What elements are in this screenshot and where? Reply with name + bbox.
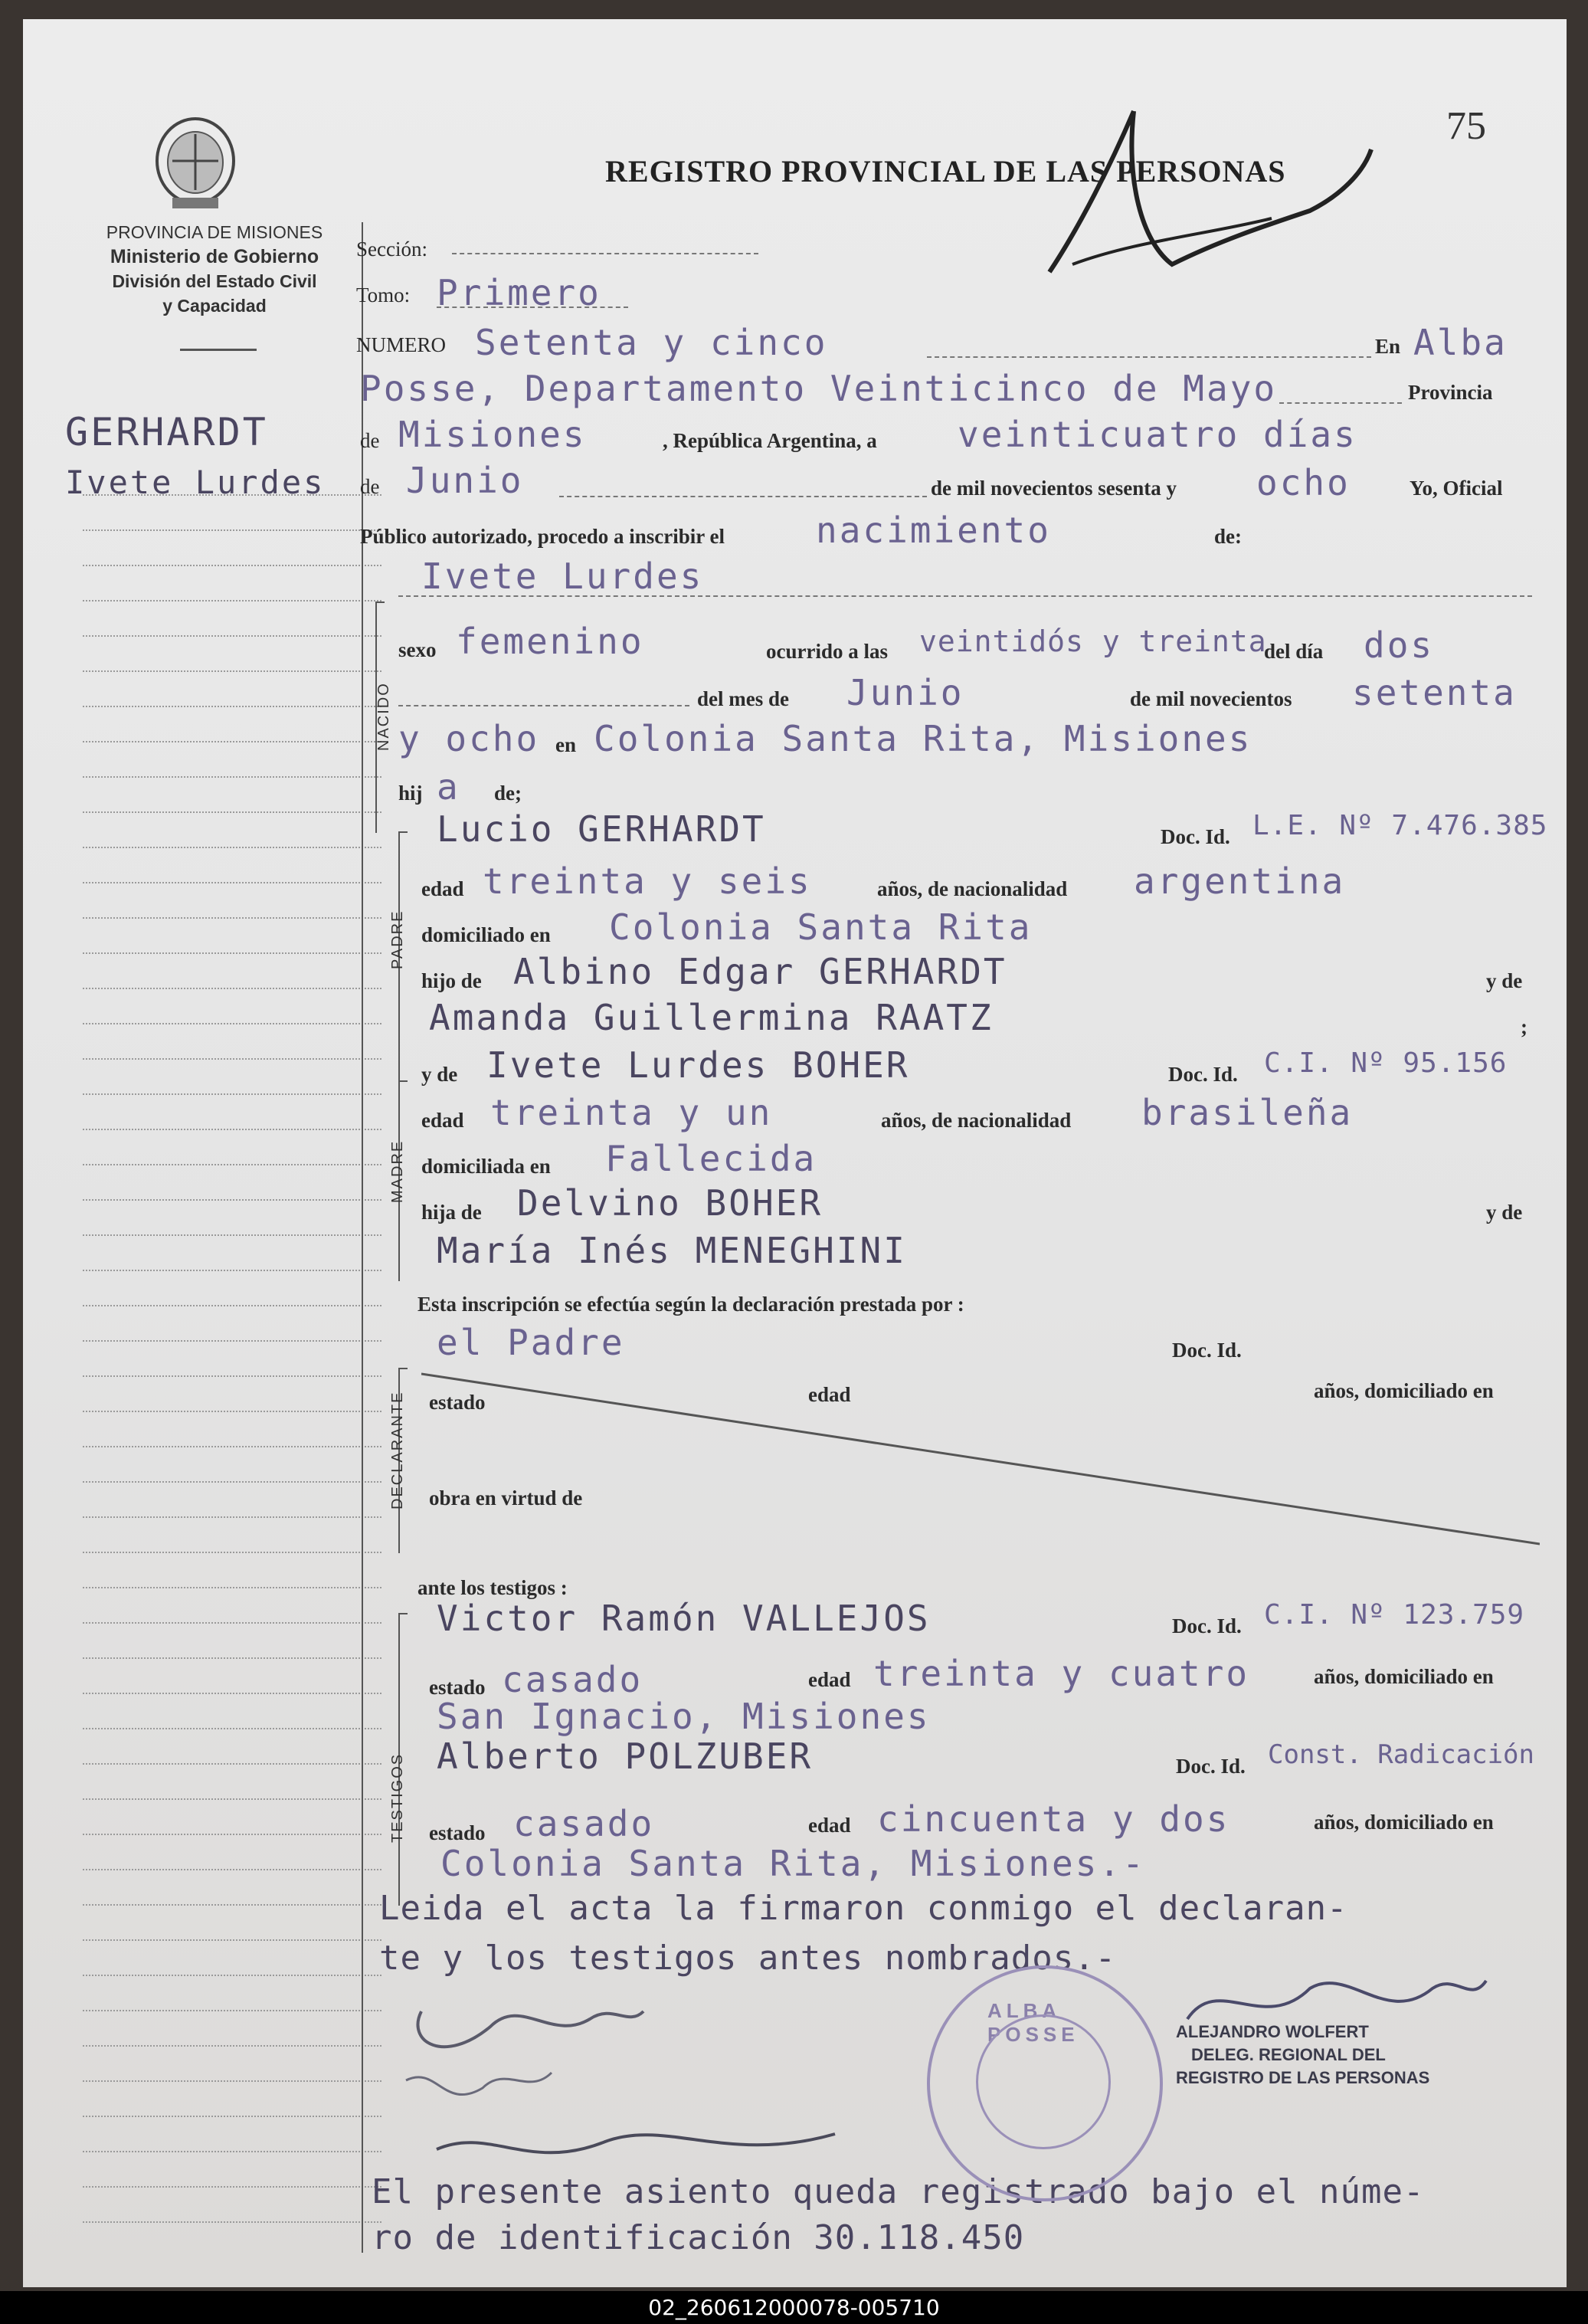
edad-label-1: edad xyxy=(421,877,464,900)
nacido-label: NACIDO xyxy=(375,682,392,751)
estado-label-1: estado xyxy=(429,1391,486,1414)
edad-label-5: edad xyxy=(808,1814,851,1837)
margin-rule-line xyxy=(83,670,381,672)
hij-suffix: a xyxy=(437,766,460,808)
margin-rule-line xyxy=(83,1023,381,1024)
margin-rule-line xyxy=(83,1446,381,1447)
witness1-doc: C.I. Nº 123.759 xyxy=(1264,1599,1525,1631)
doc-id-label-4: Doc. Id. xyxy=(1172,1614,1242,1637)
mother-doc: C.I. Nº 95.156 xyxy=(1264,1047,1508,1079)
margin-rule-line xyxy=(83,1234,381,1236)
anos-dom-label-3: años, domiciliado en xyxy=(1314,1811,1494,1834)
birth-year-value-2: y ocho xyxy=(398,718,540,759)
margin-rule-line xyxy=(83,1904,381,1906)
margin-rule-line xyxy=(83,847,381,848)
margin-rule-line xyxy=(83,1375,381,1377)
stamp-name: ALEJANDRO WOLFERT xyxy=(1176,2022,1369,2041)
margin-rule-line xyxy=(83,811,381,813)
domiciliada-label: domiciliada en xyxy=(421,1155,551,1178)
mother-father: Delvino BOHER xyxy=(517,1182,823,1224)
signatures-group xyxy=(375,1981,912,2180)
margin-rule-line xyxy=(83,1411,381,1412)
month-value: Junio xyxy=(406,460,524,501)
margin-rule-line xyxy=(83,1622,381,1624)
margin-rule-line xyxy=(83,1199,381,1201)
birth-month-value: Junio xyxy=(846,672,964,713)
semicolon-label: ; xyxy=(1521,1015,1527,1038)
margin-rule-line xyxy=(83,1305,381,1306)
register-page xyxy=(23,19,1567,2287)
year-value: ocho xyxy=(1256,462,1351,503)
hour-value: veintidós y treinta xyxy=(919,624,1267,658)
days-value: veinticuatro días xyxy=(958,414,1357,455)
republica-label: , República Argentina, a xyxy=(663,429,877,452)
closing-line-3: El presente asiento queda registrado bajo el núme- xyxy=(372,2172,1425,2211)
publico-label: Público autorizado, procedo a inscribir el xyxy=(360,525,725,548)
declarant-value: el Padre xyxy=(437,1322,625,1363)
father-father: Albino Edgar GERHARDT xyxy=(513,951,1007,992)
anos-dom-label-2: años, domiciliado en xyxy=(1314,1665,1494,1688)
de-colon-label: de: xyxy=(1214,525,1242,548)
del-mes-label: del mes de xyxy=(697,687,789,710)
witness1-status: casado xyxy=(502,1659,643,1700)
margin-rule-line xyxy=(83,741,381,742)
father-age: treinta y seis xyxy=(483,860,812,902)
margin-rule-line xyxy=(83,2010,381,2011)
margin-rule-line xyxy=(83,776,381,778)
witness2-age: cincuenta y dos xyxy=(877,1798,1230,1840)
margin-rule-line xyxy=(83,988,381,989)
margin-rule-line xyxy=(83,917,381,919)
margin-column xyxy=(52,50,362,2272)
margin-rule-line xyxy=(83,1763,381,1765)
witness2-status: casado xyxy=(513,1803,655,1844)
act-value: nacimiento xyxy=(816,510,1051,551)
official-seal xyxy=(927,1965,1163,2201)
seal-text: ALBA POSSE xyxy=(987,1999,1079,2046)
father-domicile: Colonia Santa Rita xyxy=(609,906,1033,948)
margin-rule-line xyxy=(83,1093,381,1095)
stamp-role-1: DELEG. REGIONAL DEL xyxy=(1191,2045,1386,2064)
mother-domicile: Fallecida xyxy=(605,1138,817,1179)
estado-label-3: estado xyxy=(429,1821,486,1844)
father-doc: L.E. Nº 7.476.385 xyxy=(1252,810,1548,841)
madre-label: MADRE xyxy=(389,1139,406,1203)
margin-rule-line xyxy=(83,1693,381,1694)
witness2-name: Alberto POLZUBER xyxy=(437,1736,814,1777)
witness2-domicile: Colonia Santa Rita, Misiones.- xyxy=(440,1843,1146,1884)
closing-line-4: ro de identificación 30.118.450 xyxy=(372,2218,1025,2257)
en-label: En xyxy=(1375,335,1401,358)
margin-rule-line xyxy=(83,882,381,883)
margin-rule-line xyxy=(83,1129,381,1130)
domiciliado-label: domiciliado en xyxy=(421,923,551,946)
margin-rule-line xyxy=(83,2151,381,2152)
ministry-label: Ministerio de Gobierno xyxy=(110,246,319,267)
margin-rule-line xyxy=(83,1728,381,1729)
father-nationality: argentina xyxy=(1134,860,1346,902)
de-label-1: de xyxy=(360,429,380,452)
anos-dom-label-1: años, domiciliado en xyxy=(1314,1379,1494,1402)
page-number: 75 xyxy=(1446,104,1486,148)
en-value: Alba xyxy=(1413,322,1508,363)
declarante-label: DECLARANTE xyxy=(389,1391,406,1509)
tomo-label: Tomo: xyxy=(356,284,411,306)
doc-id-label-5: Doc. Id. xyxy=(1176,1755,1246,1778)
margin-rule-line xyxy=(83,2221,381,2223)
margin-rule-line xyxy=(83,635,381,637)
obra-label: obra en virtud de xyxy=(429,1487,583,1509)
hijo-de-label: hijo de xyxy=(421,969,482,992)
edad-label-4: edad xyxy=(808,1668,851,1691)
del-dia-label: del día xyxy=(1264,640,1324,663)
seccion-label: Sección: xyxy=(356,238,427,261)
de-semicolon-label: de; xyxy=(494,782,522,805)
numero-label: NUMERO xyxy=(356,333,447,356)
doc-id-label-3: Doc. Id. xyxy=(1172,1339,1242,1362)
hija-de-label: hija de xyxy=(421,1201,482,1224)
capacity-label: y Capacidad xyxy=(162,296,267,316)
margin-rule-line xyxy=(83,1939,381,1941)
margin-rule-line xyxy=(83,2116,381,2117)
province-value: Misiones xyxy=(398,414,587,455)
estado-label-2: estado xyxy=(429,1676,486,1699)
margin-names: Ivete Lurdes xyxy=(65,464,326,501)
province-label: PROVINCIA DE MISIONES xyxy=(106,222,323,242)
margin-rule-line xyxy=(83,1975,381,1976)
mother-nationality: brasileña xyxy=(1141,1092,1354,1133)
margin-rule-line xyxy=(83,1869,381,1870)
margin-rule-line xyxy=(83,565,381,566)
margin-rule-line xyxy=(83,1552,381,1553)
closing-line-1: Leida el acta la firmaron conmigo el declaran- xyxy=(379,1889,1348,1928)
cancel-diagonal-line xyxy=(421,1368,1540,1552)
doc-id-label-2: Doc. Id. xyxy=(1168,1063,1238,1086)
yo-oficial-label: Yo, Oficial xyxy=(1410,477,1503,500)
witness1-age: treinta y cuatro xyxy=(873,1653,1250,1694)
division-label: División del Estado Civil xyxy=(112,271,317,291)
margin-rule-line xyxy=(83,1481,381,1483)
margin-rule-line xyxy=(83,1270,381,1271)
testigos-label: TESTIGOS xyxy=(389,1752,406,1843)
margin-rule-line xyxy=(83,1587,381,1588)
margin-rule-line xyxy=(83,2045,381,2047)
place-value: Posse, Departamento Veinticinco de Mayo xyxy=(360,368,1278,409)
inscripcion-label: Esta inscripción se efectúa según la declaración prestada por : xyxy=(417,1293,964,1316)
de-mil-nov-label: de mil novecientos xyxy=(1130,687,1292,710)
anos-nac-label-2: años, de nacionalidad xyxy=(881,1109,1072,1132)
margin-rule-line xyxy=(83,2080,381,2082)
margin-rule-line xyxy=(83,1798,381,1800)
anos-nac-label-1: años, de nacionalidad xyxy=(877,877,1068,900)
margin-rule-line xyxy=(83,2186,381,2188)
sex-value: femenino xyxy=(456,621,644,662)
edad-label-2: edad xyxy=(421,1109,464,1132)
file-id-footer: 02_260612000078-005710 xyxy=(0,2291,1588,2324)
ante-label: ante los testigos : xyxy=(417,1576,568,1599)
document-title: REGISTRO PROVINCIAL DE LAS PERSONAS xyxy=(605,154,1286,188)
margin-rule-line xyxy=(83,1657,381,1659)
en-lower-label: en xyxy=(555,733,576,756)
witness1-name: Victor Ramón VALLEJOS xyxy=(437,1598,931,1639)
numero-value: Setenta y cinco xyxy=(475,322,828,363)
edad-label-3: edad xyxy=(808,1383,851,1406)
de-mil-label: de mil novecientos sesenta y xyxy=(931,477,1177,500)
y-de-label-1: y de xyxy=(1486,969,1523,992)
sexo-label: sexo xyxy=(398,638,437,661)
official-signature xyxy=(1019,88,1387,303)
margin-rule-line xyxy=(83,952,381,954)
mother-mother: María Inés MENEGHINI xyxy=(437,1230,907,1271)
hij-label: hij xyxy=(398,782,423,805)
witness2-doc: Const. Radicación xyxy=(1268,1739,1534,1770)
child-name: Ivete Lurdes xyxy=(421,556,704,597)
margin-rule-line xyxy=(83,1164,381,1165)
de-label-2: de xyxy=(360,475,380,498)
closing-line-2: te y los testigos antes nombrados.- xyxy=(379,1939,1117,1978)
ocurrido-label: ocurrido a las xyxy=(766,640,888,663)
birth-year-value: setenta xyxy=(1352,672,1517,713)
margin-rule-line xyxy=(83,600,381,601)
mother-age: treinta y un xyxy=(490,1092,773,1133)
margin-surname: GERHARDT xyxy=(65,410,268,454)
margin-rule-line xyxy=(83,706,381,707)
provincia-label: Provincia xyxy=(1408,381,1493,404)
margin-rule-line xyxy=(83,1516,381,1518)
padre-label: PADRE xyxy=(389,910,406,969)
tomo-value: Primero xyxy=(437,272,601,313)
father-mother: Amanda Guillermina RAATZ xyxy=(429,997,994,1038)
margin-rule-line xyxy=(83,1834,381,1835)
stamp-role-2: REGISTRO DE LAS PERSONAS xyxy=(1176,2068,1430,2087)
y-de-start-label: y de xyxy=(421,1063,458,1086)
day-value: dos xyxy=(1364,624,1435,666)
margin-rule-line xyxy=(83,1058,381,1060)
margin-rule-line xyxy=(83,529,381,531)
margin-rule-line xyxy=(83,1340,381,1342)
doc-id-label-1: Doc. Id. xyxy=(1161,825,1230,848)
y-de-label-2: y de xyxy=(1486,1201,1523,1224)
father-name: Lucio GERHARDT xyxy=(437,808,766,850)
witness1-domicile: San Ignacio, Misiones xyxy=(437,1696,931,1737)
birth-place-value: Colonia Santa Rita, Misiones xyxy=(594,718,1252,759)
mother-name: Ivete Lurdes BOHER xyxy=(486,1044,910,1086)
